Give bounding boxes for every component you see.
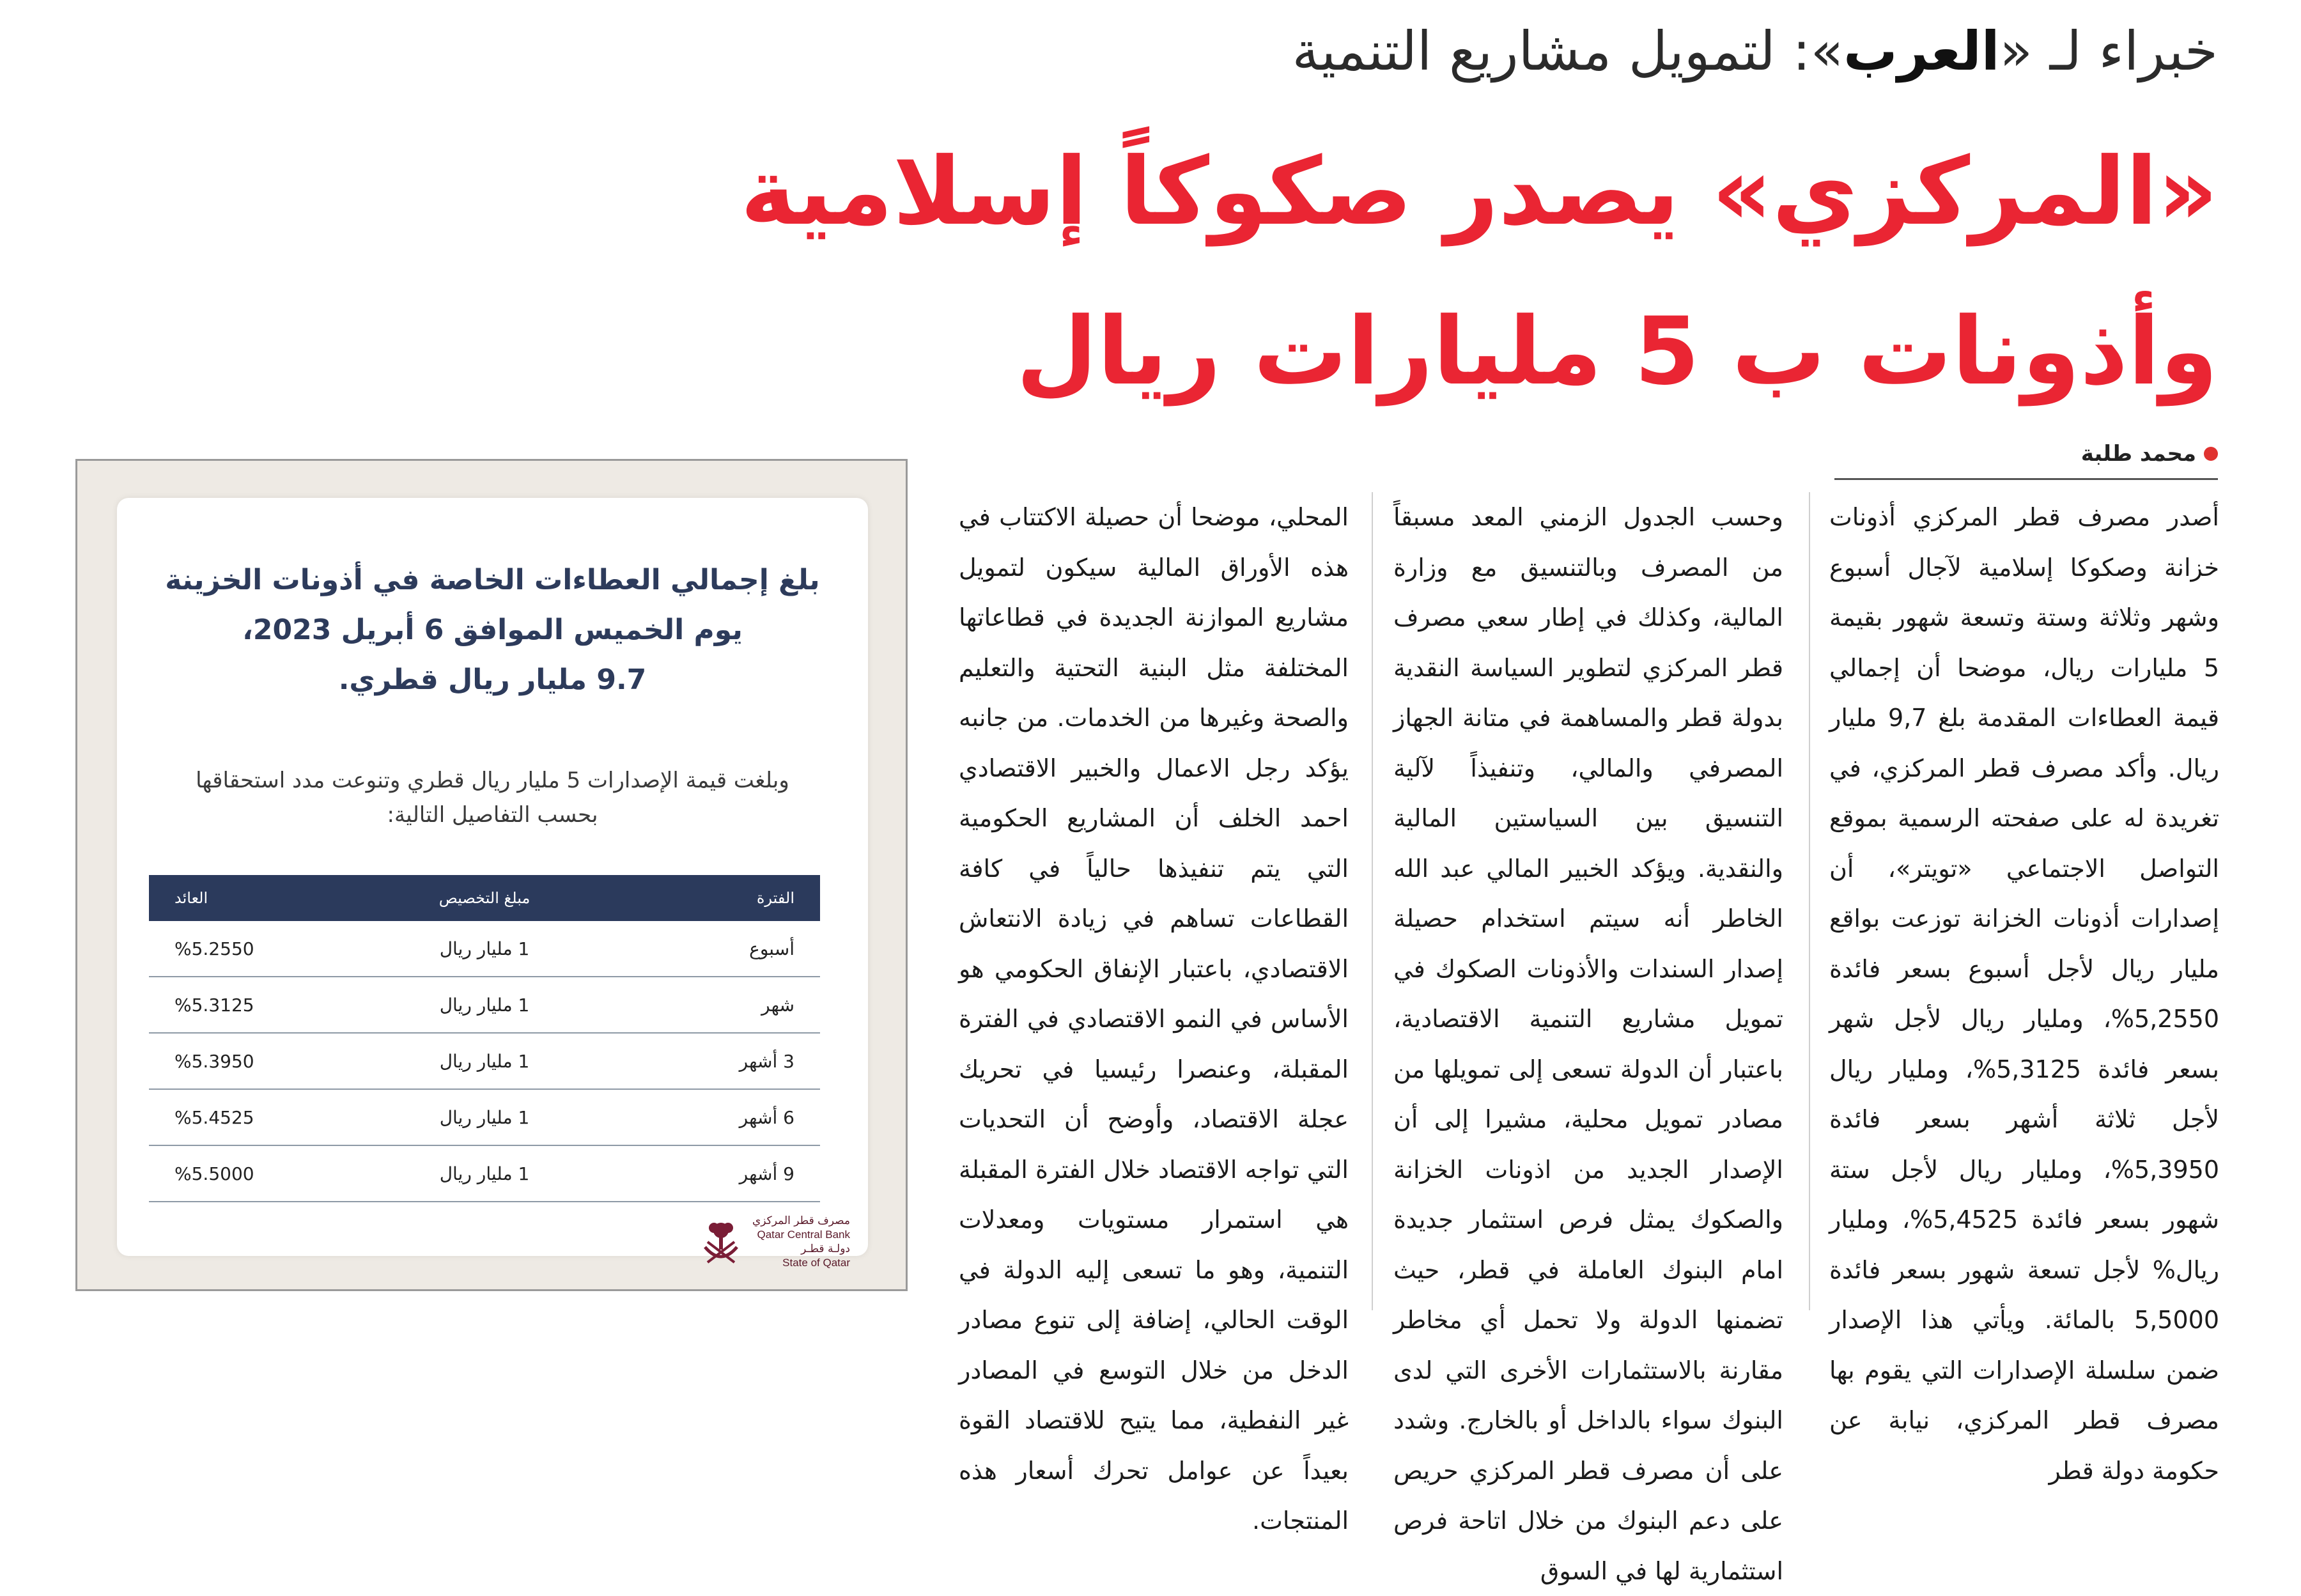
infographic-subtitle-line: بحسب التفاصيل التالية: xyxy=(387,802,598,828)
infographic-title-line: بلغ إجمالي العطاءات الخاصة في أذونات الخزينة xyxy=(165,564,820,596)
headline-line-2: وأذونات ب 5 مليارات ريال xyxy=(1016,297,2218,406)
cell-yield: %5.4525 xyxy=(149,1089,371,1145)
header-amount: مبلغ التخصيص xyxy=(371,875,599,921)
cell-period: 9 أشهر xyxy=(599,1145,821,1202)
kicker-prefix: خبراء لـ « xyxy=(1999,20,2218,82)
table-row xyxy=(149,1033,820,1089)
qcb-sub-ar: دولـة قطـر xyxy=(801,1243,850,1255)
article-column-1 xyxy=(1829,492,2219,1485)
kicker xyxy=(684,13,2218,89)
infographic-panel xyxy=(75,459,908,1291)
column-divider xyxy=(1809,492,1810,1310)
qcb-sub-en: State of Qatar xyxy=(782,1257,850,1269)
qcb-logo-text xyxy=(752,1214,850,1270)
infographic-subtitle xyxy=(155,763,830,832)
qcb-name-en: Qatar Central Bank xyxy=(757,1228,850,1241)
cell-amount: 1 مليار ريال xyxy=(371,921,599,977)
article-column-1-text: أصدر مصرف قطر المركزي أذونات خزانة وصكوكا إسلامية لآجال أسبوع وشهر وثلاثة وستة وتسعة شهور بقيمة 5 مليارات ريال، موضحا أن إجمالي قيمة العطاءات المقدمة بلغ 9,7 مليار ريال. وأكد مصرف قطر المركزي، في تغريدة له على صفحته الرسمية بموقع التواصل الاجتماعي «تويتر»، أن إصدارات أذونات الخزانة توزعت بواقع مليار ريال لأجل أسبوع بسعر فائدة 5,2550%، ومليار ريال لأجل شهر بسعر فائدة 5,3125%، ومليار ريال لأجل ثلاثة أشهر بسعر فائدة 5,3950%، ومليار ريال لأجل ستة شهور بسعر فائدة 5,4525%، ومليار ريال% لأجل تسعة شهور بسعر فائدة 5,5000 بالمائة. ويأتي هذا الإصدار ضمن سلسلة الإصدارات التي يقوم بها مصرف قطر المركزي، نيابة عن حكومة دولة قطر xyxy=(1829,503,2219,1485)
cell-amount: 1 مليار ريال xyxy=(371,1033,599,1089)
infographic-title-line: يوم الخميس الموافق 6 أبريل 2023، xyxy=(242,614,743,646)
infographic-subtitle-line: وبلغت قيمة الإصدارات 5 مليار ريال قطري وتنوعت مدد استحقاقها xyxy=(196,768,789,793)
headline xyxy=(620,112,2218,431)
cell-period: أسبوع xyxy=(599,921,821,977)
cell-yield: %5.3950 xyxy=(149,1033,371,1089)
table-row xyxy=(149,921,820,977)
cell-yield: %5.5000 xyxy=(149,1145,371,1202)
cell-amount: 1 مليار ريال xyxy=(371,1145,599,1202)
qcb-logo xyxy=(699,1214,850,1270)
header-period: الفترة xyxy=(599,875,821,921)
column-divider xyxy=(1372,492,1373,1310)
kicker-suffix: »: لتمويل مشاريع التنمية xyxy=(1292,20,1844,82)
cell-period: شهر xyxy=(599,977,821,1033)
byline-divider xyxy=(1834,478,2218,480)
issuance-table xyxy=(149,875,820,1202)
infographic-card xyxy=(117,498,868,1269)
header-yield: العائد xyxy=(149,875,371,921)
cell-period: 6 أشهر xyxy=(599,1089,821,1145)
article-column-2 xyxy=(1393,492,1783,1585)
cell-amount: 1 مليار ريال xyxy=(371,977,599,1033)
byline-bullet-icon xyxy=(2204,447,2218,461)
table-row xyxy=(149,1145,820,1202)
kicker-brand: العرب xyxy=(1843,20,2000,82)
byline xyxy=(1834,441,2218,467)
table-row xyxy=(149,977,820,1033)
qcb-name-ar: مصرف قطر المركزي xyxy=(752,1214,850,1227)
cell-period: 3 أشهر xyxy=(599,1033,821,1089)
article-column-3 xyxy=(959,492,1349,1535)
cell-amount: 1 مليار ريال xyxy=(371,1089,599,1145)
headline-line-1: «المركزي» يصدر صكوكاً إسلامية xyxy=(740,137,2218,246)
cell-yield: %5.3125 xyxy=(149,977,371,1033)
infographic-title-line: 9.7 مليار ريال قطري. xyxy=(338,663,647,696)
article-column-3-text: المحلي، موضحا أن حصيلة الاكتتاب في هذه الأوراق المالية سيكون لتمويل مشاريع الموازنة الجديدة في قطاعاتها المختلفة مثل البنية التحتية والتعليم والصحة وغيرها من الخدمات. من جانبه يؤكد رجل الاعمال والخبير الاقتصادي احمد الخلف أن المشاريع الحكومية التي يتم تنفيذها حالياً في كافة القطاعات تساهم في زيادة الانتعاش الاقتصادي، باعتبار الإنفاق الحكومي هو الأساس في النمو الاقتصادي في الفترة المقبلة، وعنصرا رئيسيا في تحريك عجلة الاقتصاد، وأوضح أن التحديات التي تواجه الاقتصاد خلال الفترة المقبلة هي استمرار مستويات ومعدلات التنمية، وهو ما تسعى إليه الدولة في الوقت الحالي، إضافة إلى تنوع مصادر الدخل من خلال التوسع في المصادر غير النفطية، مما يتيح للاقتصاد القوة بعيداً عن عوامل تحرك أسعار هذه المنتجات. xyxy=(959,503,1349,1535)
table-header-row xyxy=(149,875,820,921)
byline-author: محمد طلبة xyxy=(2080,441,2196,467)
table-row xyxy=(149,1089,820,1145)
cell-yield: %5.2550 xyxy=(149,921,371,977)
qcb-emblem-icon xyxy=(699,1216,743,1267)
article-column-2-text: وحسب الجدول الزمني المعد مسبقاً من المصرف وبالتنسيق مع وزارة المالية، وكذلك في إطار سعي مصرف قطر المركزي لتطوير السياسة النقدية بدولة قطر والمساهمة في متانة الجهاز المصرفي والمالي، وتنفيذاً لآلية التنسيق بين السياستين المالية والنقدية. ويؤكد الخبير المالي عبد الله الخاطر أنه سيتم استخدام حصيلة إصدار السندات والأذونات الصكوك في تمويل مشاريع التنمية الاقتصادية، باعتبار أن الدولة تسعى إلى تمويلها من مصادر تمويل محلية، مشيرا إلى أن الإصدار الجديد من اذونات الخزانة والصكوك يمثل فرص استثمار جديدة امام البنوك العاملة في قطر، حيث تضمنها الدولة ولا تحمل أي مخاطر مقارنة بالاستثمارات الأخرى التي لدى البنوك سواء بالداخل أو بالخارج. وشدد على أن مصرف قطر المركزي حريص على دعم البنوك من خلال اتاحة فرص استثمارية لها في السوق xyxy=(1393,503,1783,1585)
infographic-title xyxy=(155,555,830,705)
